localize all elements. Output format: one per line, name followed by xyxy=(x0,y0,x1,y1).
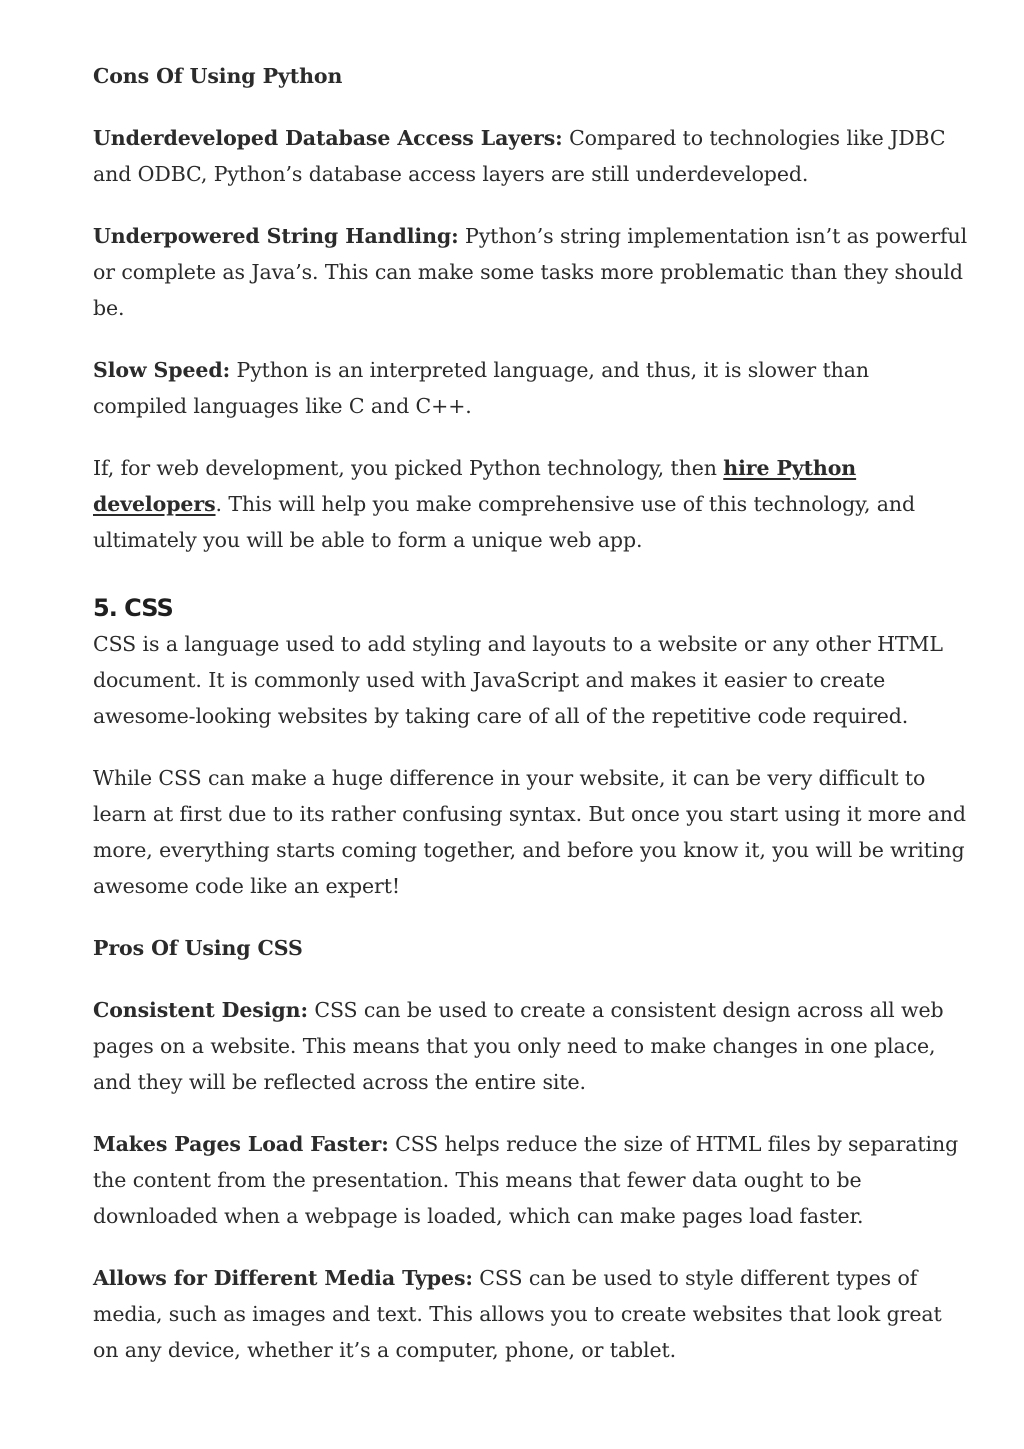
css-second-paragraph: While CSS can make a huge difference in your website, it can be very difficult to learn at first due to its rather confusing syntax. But once you start using it more and more, everything starts coming together, and before you know it, you will be writing awesome code like an expert! xyxy=(93,766,966,898)
python-con-item xyxy=(93,218,969,326)
css-pro-text: CSS can be used to create a consistent design across all web pages on a website. This means that you only need to make changes in one place, and they will be reflected across the entire site. xyxy=(93,998,944,1094)
python-cta-after: . This will help you make comprehensive use of this technology, and ultimately you will be able to form a unique web app. xyxy=(93,492,916,552)
python-con-item xyxy=(93,120,969,192)
python-con-term: Underdeveloped Database Access Layers: xyxy=(93,126,563,150)
python-con-text: Python is an interpreted language, and thus, it is slower than compiled languages like C and C++. xyxy=(93,358,869,418)
css-pro-term: Consistent Design: xyxy=(93,998,308,1022)
css-pro-term: Makes Pages Load Faster: xyxy=(93,1132,389,1156)
css-intro-paragraph: CSS is a language used to add styling and layouts to a website or any other HTML document. It is commonly used with JavaScript and makes it easier to create awesome-looking websites by taking care of all of the repetitive code required. xyxy=(93,632,943,728)
css-pro-item xyxy=(93,1126,969,1234)
article-body xyxy=(93,58,969,1394)
python-con-text: Python’s string implementation isn’t as powerful or complete as Java’s. This can make some tasks more problematic than they should be. xyxy=(93,224,968,320)
python-con-item xyxy=(93,352,969,424)
css-pro-text: CSS can be used to style different types of media, such as images and text. This allows you to create websites that look great on any device, whether it’s a computer, phone, or tablet. xyxy=(93,1266,942,1362)
css-pro-item xyxy=(93,992,969,1100)
python-con-text: Compared to technologies like JDBC and ODBC, Python’s database access layers are still underdeveloped. xyxy=(93,126,946,186)
python-cons-heading: Cons Of Using Python xyxy=(93,64,343,88)
python-con-term: Underpowered String Handling: xyxy=(93,224,459,248)
css-pros-heading: Pros Of Using CSS xyxy=(93,936,303,960)
css-pro-term: Allows for Different Media Types: xyxy=(93,1266,473,1290)
hire-python-developers-link[interactable]: hire Python developers xyxy=(93,456,857,516)
css-section-title: 5. CSS xyxy=(93,594,173,622)
python-con-term: Slow Speed: xyxy=(93,358,231,382)
python-cta-before: If, for web development, you picked Python technology, then xyxy=(93,456,724,480)
python-cta-paragraph xyxy=(93,450,969,558)
css-pro-item xyxy=(93,1260,969,1368)
css-pro-text: CSS helps reduce the size of HTML files by separating the content from the presentation. This means that fewer data ought to be downloaded when a webpage is loaded, which can make pages load faster. xyxy=(93,1132,959,1228)
